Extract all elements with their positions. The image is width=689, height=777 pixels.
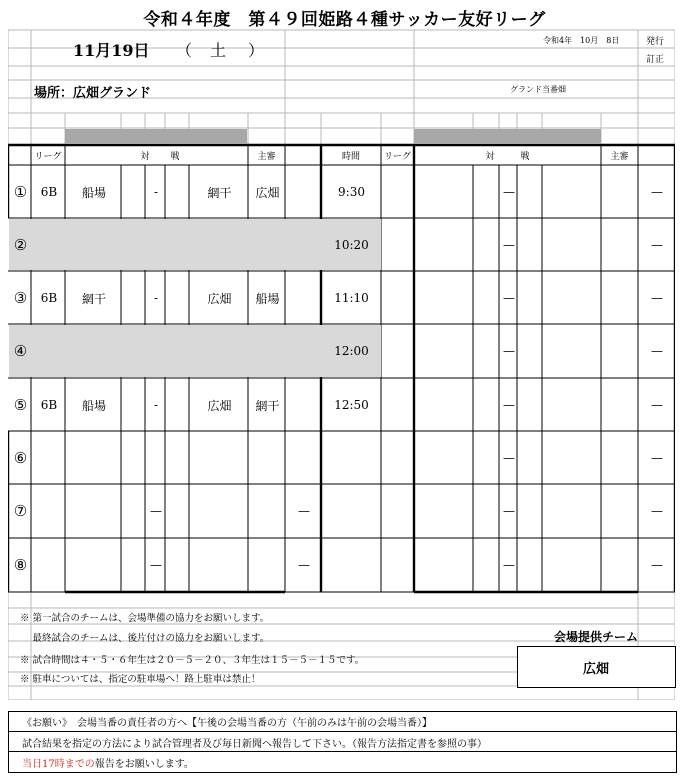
ground-duty-label: グランド当番畑 <box>510 85 566 94</box>
header-league: リーグ <box>34 151 62 162</box>
row-end-dash: — <box>651 504 663 518</box>
row-team-1 <box>66 432 122 484</box>
row-vs-dash <box>146 432 166 484</box>
row-end-dash: — <box>651 291 663 305</box>
header-referee: 主審 <box>257 151 276 162</box>
footer-request: 《お願い》 会場当番の責任者の方へ【午後の会場当番の方（午前のみは午前の会場当番）】 <box>22 718 432 729</box>
row-extra-dash: — <box>298 558 310 572</box>
row-extra-dash <box>286 166 322 218</box>
footer-deadline <box>22 755 194 770</box>
note-1: ※ 第一試合のチームは、会場準備の協力をお願いします。 <box>20 613 270 624</box>
row-right-dash: — <box>503 504 515 518</box>
row-league <box>32 539 66 591</box>
header-time: 時間 <box>341 151 360 162</box>
row-number: ⑤ <box>13 396 28 414</box>
header-league-right: リーグ <box>383 151 411 162</box>
row-team-2 <box>190 432 249 484</box>
row-right-dash: — <box>503 185 515 199</box>
note-3: ※ 試合時間は４・５・６年生は２０－５－２０、３年生は１５－５－１５です。 <box>20 655 365 666</box>
row-extra-dash <box>286 432 322 484</box>
row-right-dash: — <box>503 558 515 572</box>
row-end-dash: — <box>651 238 663 252</box>
venue-label: 場所：広畑グランド <box>34 86 152 101</box>
row-right-dash: — <box>503 291 515 305</box>
row-right-dash: — <box>503 344 515 358</box>
row-league <box>32 432 66 484</box>
row-team-2: 網干 <box>207 185 232 200</box>
header-referee-right: 主審 <box>610 151 629 162</box>
footer-deadline-red: 当日17時までの <box>22 759 95 770</box>
row-vs-dash: — <box>150 504 162 518</box>
row-referee: 網干 <box>255 398 280 413</box>
row-number: ② <box>13 236 28 254</box>
row-league: 6B <box>40 291 58 305</box>
row-team-1: 船場 <box>81 185 106 200</box>
page-title: 令和４年度 第４９回姫路４種サッカー友好リーグ <box>143 10 546 30</box>
revised-label: 訂正 <box>646 55 665 65</box>
row-time: 12:50 <box>334 398 369 412</box>
row-extra-dash: — <box>298 504 310 518</box>
weekday-open-paren: （ <box>176 41 193 60</box>
issued-label: 発行 <box>646 37 665 47</box>
row-vs-dash <box>146 325 166 377</box>
row-league <box>32 219 66 271</box>
row-vs-dash: - <box>153 291 159 305</box>
row-right-dash: — <box>503 238 515 252</box>
row-vs-dash: — <box>150 558 162 572</box>
row-number: ① <box>13 183 28 201</box>
row-time <box>322 539 381 591</box>
row-end-dash: — <box>651 451 663 465</box>
row-vs-dash: - <box>153 185 159 199</box>
row-referee: 広畑 <box>255 185 280 200</box>
row-end-dash: — <box>651 185 663 199</box>
row-team-1 <box>66 485 122 537</box>
row-team-2 <box>190 219 249 271</box>
row-referee: 船場 <box>255 291 280 306</box>
row-number: ⑧ <box>13 556 28 574</box>
row-league <box>32 325 66 377</box>
row-referee <box>249 485 286 537</box>
row-number: ④ <box>13 342 28 360</box>
note-4: ※ 駐車については、指定の駐車場へ！路上駐車は禁止！ <box>20 674 261 685</box>
row-number: ⑥ <box>13 449 28 467</box>
note-2: 最終試合のチームは、後片付けの協力をお願いします。 <box>20 633 270 644</box>
row-league <box>32 485 66 537</box>
row-league: 6B <box>40 185 58 199</box>
row-end-dash: — <box>651 398 663 412</box>
header-matchup-a: 対 <box>140 151 150 162</box>
provider-team: 広畑 <box>582 661 609 677</box>
row-right-dash: — <box>503 451 515 465</box>
row-vs-dash <box>146 219 166 271</box>
weekday-close-paren: ） <box>248 41 265 60</box>
row-extra-dash <box>286 379 322 431</box>
row-time: 10:20 <box>334 238 369 252</box>
header-matchup-right-b: 戦 <box>520 151 530 162</box>
footer-report-instruction: 試合結果を指定の方法により試合管理者及び毎日新聞へ報告して下さい。（報告方法指定書を参照の事） <box>22 739 487 750</box>
row-time <box>322 432 381 484</box>
row-league: 6B <box>40 398 58 412</box>
header-bar-left <box>65 129 247 144</box>
row-number: ③ <box>13 289 28 307</box>
row-vs-dash: - <box>153 398 159 412</box>
row-referee <box>249 325 286 377</box>
row-extra-dash <box>286 272 322 324</box>
row-team-1: 船場 <box>81 398 106 413</box>
row-team-1 <box>66 325 122 377</box>
row-team-2: 広畑 <box>207 398 232 413</box>
header-matchup-right-a: 対 <box>485 151 495 162</box>
row-team-2: 広畑 <box>207 291 232 306</box>
header-bar-right <box>414 129 601 144</box>
row-extra-dash <box>286 219 322 271</box>
row-time: 12:00 <box>334 344 369 358</box>
row-referee <box>249 219 286 271</box>
row-referee <box>249 539 286 591</box>
row-time <box>322 485 381 537</box>
issue-date: 令和4年 10月 8日 <box>543 36 620 45</box>
row-team-1 <box>66 539 122 591</box>
row-right-dash: — <box>503 398 515 412</box>
footer-deadline-rest: 報告をお願いします。 <box>94 759 194 770</box>
header-matchup-b: 戦 <box>170 151 180 162</box>
footer-divider-1 <box>8 731 676 732</box>
footer-divider-2 <box>8 751 676 752</box>
row-extra-dash <box>286 325 322 377</box>
row-referee <box>249 432 286 484</box>
row-time: 11:10 <box>334 291 369 305</box>
provider-label: 会場提供チーム <box>553 629 638 644</box>
row-team-2 <box>190 485 249 537</box>
match-date: 11月19日 <box>73 41 150 60</box>
row-end-dash: — <box>651 558 663 572</box>
row-team-2 <box>190 325 249 377</box>
row-end-dash: — <box>651 344 663 358</box>
row-team-2 <box>190 539 249 591</box>
row-team-1: 網干 <box>81 291 106 306</box>
row-team-1 <box>66 219 122 271</box>
row-number: ⑦ <box>13 502 28 520</box>
row-time: 9:30 <box>338 185 365 199</box>
weekday: 土 <box>210 41 227 60</box>
